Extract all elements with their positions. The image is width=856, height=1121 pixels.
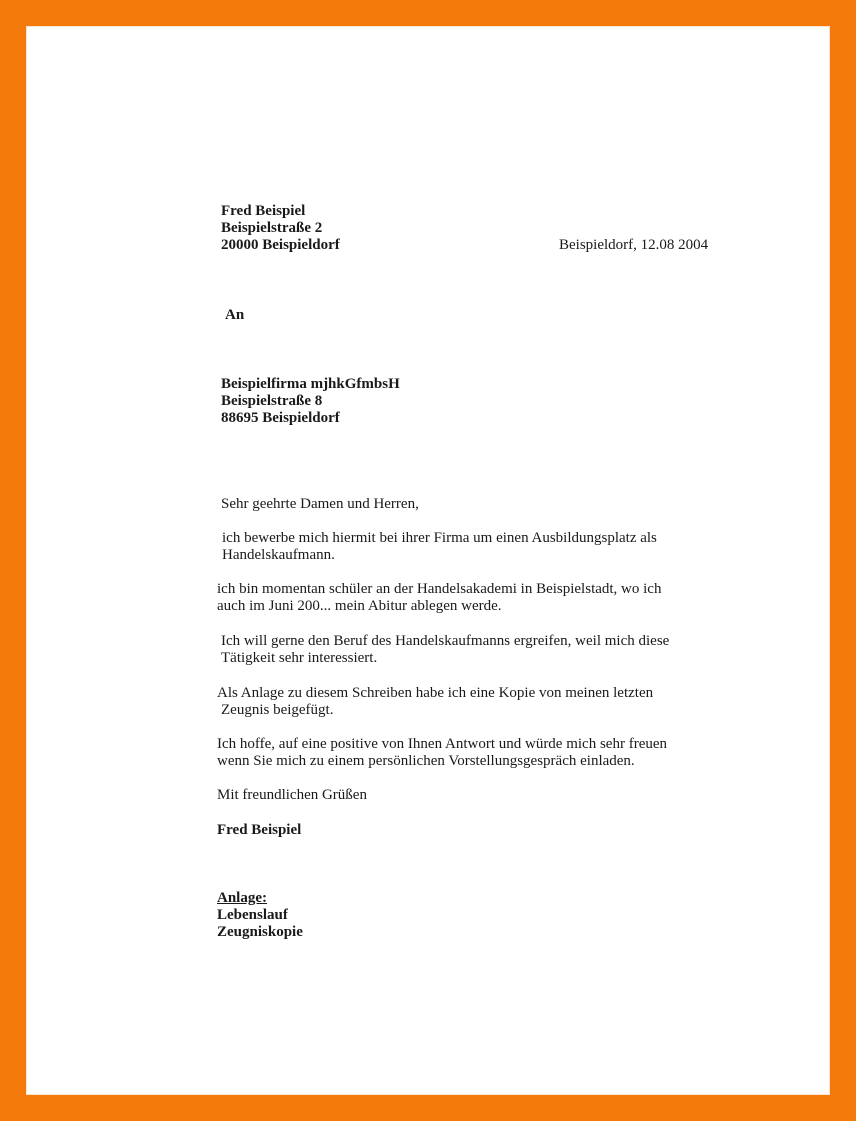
closing: Mit freundlichen Grüßen	[217, 787, 367, 803]
signature-name: Fred Beispiel	[217, 822, 302, 838]
attachment-item: Zeugniskopie	[217, 924, 303, 940]
sender-name: Fred Beispiel	[221, 203, 306, 219]
to-label: An	[225, 307, 245, 323]
salutation: Sehr geehrte Damen und Herren,	[221, 496, 419, 512]
recipient-street: Beispielstraße 8	[221, 393, 323, 409]
sender-city: 20000 Beispieldorf	[221, 237, 340, 253]
attachment-item: Lebenslauf	[217, 907, 288, 923]
body-line: Ich will gerne den Beruf des Handelskaufmanns ergreifen, weil mich diese	[221, 633, 670, 649]
body-line: Zeugnis beigefügt.	[221, 702, 334, 718]
body-line: ich bewerbe mich hiermit bei ihrer Firma um einen Ausbildungsplatz als	[222, 530, 657, 546]
recipient-company: Beispielfirma mjhkGfmbsH	[221, 376, 400, 392]
body-line: Als Anlage zu diesem Schreiben habe ich eine Kopie von meinen letzten	[217, 685, 654, 701]
recipient-city: 88695 Beispieldorf	[221, 410, 340, 426]
place-date: Beispieldorf, 12.08 2004	[559, 237, 709, 253]
body-line: ich bin momentan schüler an der Handelsakademi in Beispielstadt, wo ich	[217, 581, 662, 597]
body-line: Tätigkeit sehr interessiert.	[221, 650, 378, 666]
attachments-heading: Anlage:	[217, 890, 267, 906]
body-line: Handelskaufmann.	[222, 547, 335, 563]
body-line: auch im Juni 200... mein Abitur ablegen werde.	[217, 598, 502, 614]
body-line: wenn Sie mich zu einem persönlichen Vorstellungsgespräch einladen.	[217, 753, 635, 769]
body-line: Ich hoffe, auf eine positive von Ihnen Antwort und würde mich sehr freuen	[217, 736, 668, 752]
sender-street: Beispielstraße 2	[221, 220, 323, 236]
letter-page	[26, 26, 830, 1095]
